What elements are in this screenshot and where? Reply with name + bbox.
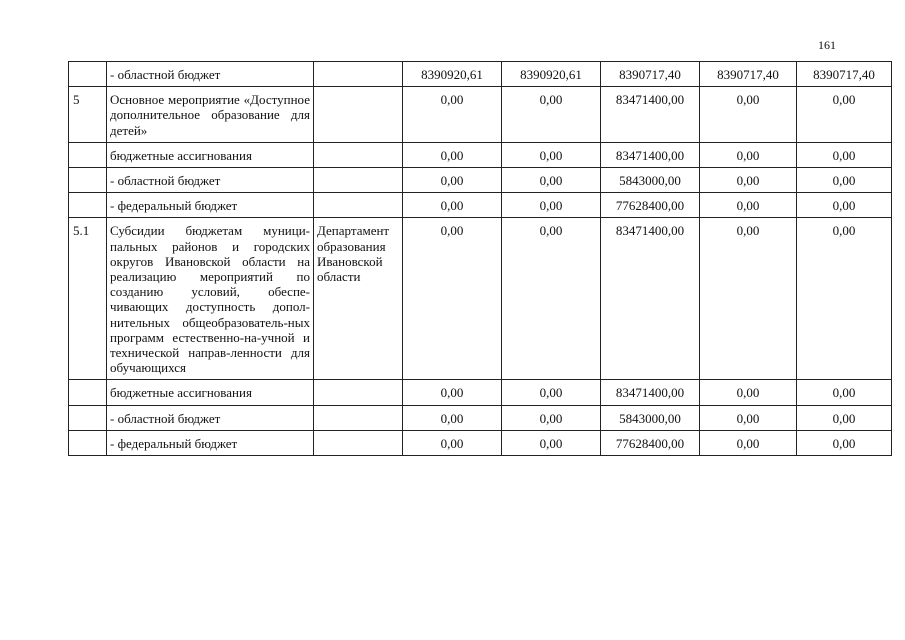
value-cell: 5843000,00 (601, 405, 700, 430)
table-body (69, 62, 892, 456)
row-number (69, 193, 107, 218)
table-row (69, 380, 892, 405)
row-executor (314, 87, 403, 143)
table-row (69, 87, 892, 143)
value-cell: 83471400,00 (601, 142, 700, 167)
value-cell: 0,00 (797, 430, 892, 455)
row-executor (314, 62, 403, 87)
row-executor (314, 430, 403, 455)
value-cell: 5843000,00 (601, 168, 700, 193)
value-cell: 83471400,00 (601, 218, 700, 380)
value-cell: 0,00 (403, 430, 502, 455)
value-cell: 0,00 (502, 380, 601, 405)
value-cell: 0,00 (797, 142, 892, 167)
row-number (69, 62, 107, 87)
row-name: бюджетные ассигнования (107, 142, 314, 167)
table-row (69, 142, 892, 167)
value-cell: 8390717,40 (700, 62, 797, 87)
table-row (69, 168, 892, 193)
value-cell: 0,00 (502, 405, 601, 430)
row-name: - федеральный бюджет (107, 430, 314, 455)
row-number: 5.1 (69, 218, 107, 380)
value-cell: 83471400,00 (601, 87, 700, 143)
value-cell: 8390717,40 (601, 62, 700, 87)
value-cell: 0,00 (797, 168, 892, 193)
row-executor (314, 193, 403, 218)
budget-table (68, 61, 892, 456)
row-name: Субсидии бюджетам муници-пальных районов и городских округов Ивановской области на реализацию мероприятий по созданию условий, обеспе-чивающих доступность допол-нительных общеобразователь-ных программ естественно-на-учной и технической направ-ленности для обучающихся (107, 218, 314, 380)
row-name: бюджетные ассигнования (107, 380, 314, 405)
table-row (69, 62, 892, 87)
table-row (69, 430, 892, 455)
row-executor (314, 142, 403, 167)
row-name: - областной бюджет (107, 168, 314, 193)
value-cell: 0,00 (700, 380, 797, 405)
row-executor: Департамент образования Ивановской области (314, 218, 403, 380)
value-cell: 0,00 (403, 193, 502, 218)
table-row (69, 193, 892, 218)
value-cell: 0,00 (403, 168, 502, 193)
row-executor (314, 168, 403, 193)
value-cell: 0,00 (502, 430, 601, 455)
table-row (69, 405, 892, 430)
value-cell: 8390920,61 (403, 62, 502, 87)
value-cell: 0,00 (700, 430, 797, 455)
value-cell: 77628400,00 (601, 430, 700, 455)
row-number (69, 430, 107, 455)
value-cell: 8390920,61 (502, 62, 601, 87)
row-number: 5 (69, 87, 107, 143)
value-cell: 0,00 (502, 142, 601, 167)
page-number: 161 (818, 38, 836, 52)
value-cell: 0,00 (502, 193, 601, 218)
value-cell: 0,00 (797, 380, 892, 405)
row-name: - областной бюджет (107, 62, 314, 87)
row-name: - федеральный бюджет (107, 193, 314, 218)
value-cell: 0,00 (797, 87, 892, 143)
table-row (69, 218, 892, 380)
value-cell: 0,00 (700, 193, 797, 218)
value-cell: 0,00 (502, 87, 601, 143)
row-number (69, 380, 107, 405)
value-cell: 0,00 (403, 87, 502, 143)
value-cell: 0,00 (403, 142, 502, 167)
value-cell: 0,00 (403, 380, 502, 405)
value-cell: 8390717,40 (797, 62, 892, 87)
value-cell: 0,00 (700, 168, 797, 193)
row-executor (314, 380, 403, 405)
value-cell: 77628400,00 (601, 193, 700, 218)
value-cell: 0,00 (502, 168, 601, 193)
row-number (69, 168, 107, 193)
row-name: Основное мероприятие «Доступное дополнительное образование для детей» (107, 87, 314, 143)
value-cell: 0,00 (700, 218, 797, 380)
row-name: - областной бюджет (107, 405, 314, 430)
value-cell: 0,00 (502, 218, 601, 380)
value-cell: 0,00 (797, 405, 892, 430)
row-executor (314, 405, 403, 430)
value-cell: 0,00 (700, 405, 797, 430)
value-cell: 0,00 (700, 87, 797, 143)
value-cell: 0,00 (797, 193, 892, 218)
value-cell: 0,00 (403, 405, 502, 430)
value-cell: 0,00 (403, 218, 502, 380)
value-cell: 0,00 (797, 218, 892, 380)
value-cell: 0,00 (700, 142, 797, 167)
value-cell: 83471400,00 (601, 380, 700, 405)
row-number (69, 405, 107, 430)
row-number (69, 142, 107, 167)
